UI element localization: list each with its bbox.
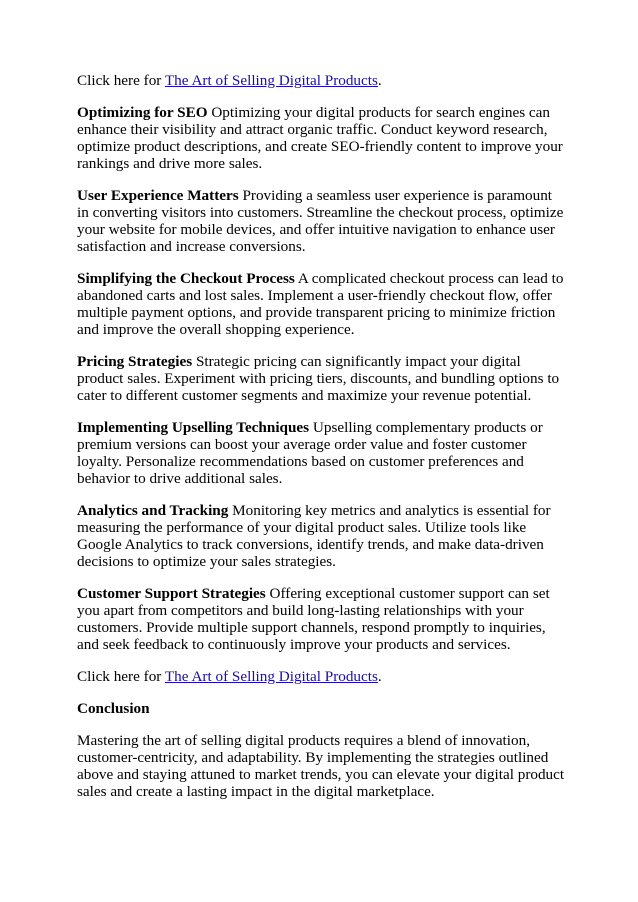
section-heading: Optimizing for SEO	[77, 104, 208, 121]
promo-prefix: Click here for	[77, 668, 165, 685]
promo-prefix: Click here for	[77, 72, 165, 89]
section-checkout	[77, 270, 567, 338]
section-heading: Pricing Strategies	[77, 353, 193, 370]
section-body: Upselling complementary products or premium versions can boost your average order value and foster customer loyalty. Personalize recommendations based on customer preferences and behavior to drive additional sales.	[77, 419, 543, 487]
section-heading: Analytics and Tracking	[77, 502, 229, 519]
section-pricing	[77, 353, 567, 404]
section-heading: Implementing Upselling Techniques	[77, 419, 310, 436]
section-heading: User Experience Matters	[77, 187, 239, 204]
section-body: Offering exceptional customer support can set you apart from competitors and build long-lasting relationships with your customers. Provide multiple support channels, respond promptly to inquiries, and seek feedback to continuously improve your products and services.	[77, 585, 550, 653]
section-user-experience	[77, 187, 567, 255]
conclusion-heading: Conclusion	[77, 700, 150, 717]
conclusion-body: Mastering the art of selling digital products requires a blend of innovation, customer-centricity, and adaptability. By implementing the strategies outlined above and staying attuned to market trends, you can elevate your digital product sales and create a lasting impact in the digital marketplace.	[77, 732, 565, 800]
promo-line-bottom	[77, 668, 567, 685]
section-body: Optimizing your digital products for search engines can enhance their visibility and attract organic traffic. Conduct keyword research, optimize product descriptions, and create SEO-friendly content to improve your rankings and drive more sales.	[77, 104, 563, 172]
section-seo	[77, 104, 567, 172]
section-customer-support	[77, 585, 567, 653]
section-body: Providing a seamless user experience is paramount in converting visitors into customers. Streamline the checkout process, optimize your website for mobile devices, and offer intuitive navigation to enhance user satisfaction and increase conversions.	[77, 187, 564, 255]
section-heading: Customer Support Strategies	[77, 585, 266, 602]
section-body: Strategic pricing can significantly impact your digital product sales. Experiment with pricing tiers, discounts, and bundling options to cater to different customer segments and maximize your revenue potential.	[77, 353, 560, 404]
section-heading: Simplifying the Checkout Process	[77, 270, 295, 287]
document-page	[77, 72, 567, 815]
promo-suffix: .	[377, 668, 382, 685]
section-upselling	[77, 419, 567, 487]
section-body: Monitoring key metrics and analytics is essential for measuring the performance of your digital product sales. Utilize tools like Google Analytics to track conversions, identify trends, and make data-driven decisions to optimize your sales strategies.	[77, 502, 551, 570]
promo-suffix: .	[377, 72, 382, 89]
section-body: A complicated checkout process can lead to abandoned carts and lost sales. Implement a user-friendly checkout flow, offer multiple payment options, and provide transparent pricing to minimize friction and improve the overall shopping experience.	[77, 270, 564, 338]
section-analytics	[77, 502, 567, 570]
promo-link-top[interactable]: The Art of Selling Digital Products	[164, 72, 378, 89]
promo-link-bottom[interactable]: The Art of Selling Digital Products	[164, 668, 378, 685]
promo-line-top	[77, 72, 567, 89]
